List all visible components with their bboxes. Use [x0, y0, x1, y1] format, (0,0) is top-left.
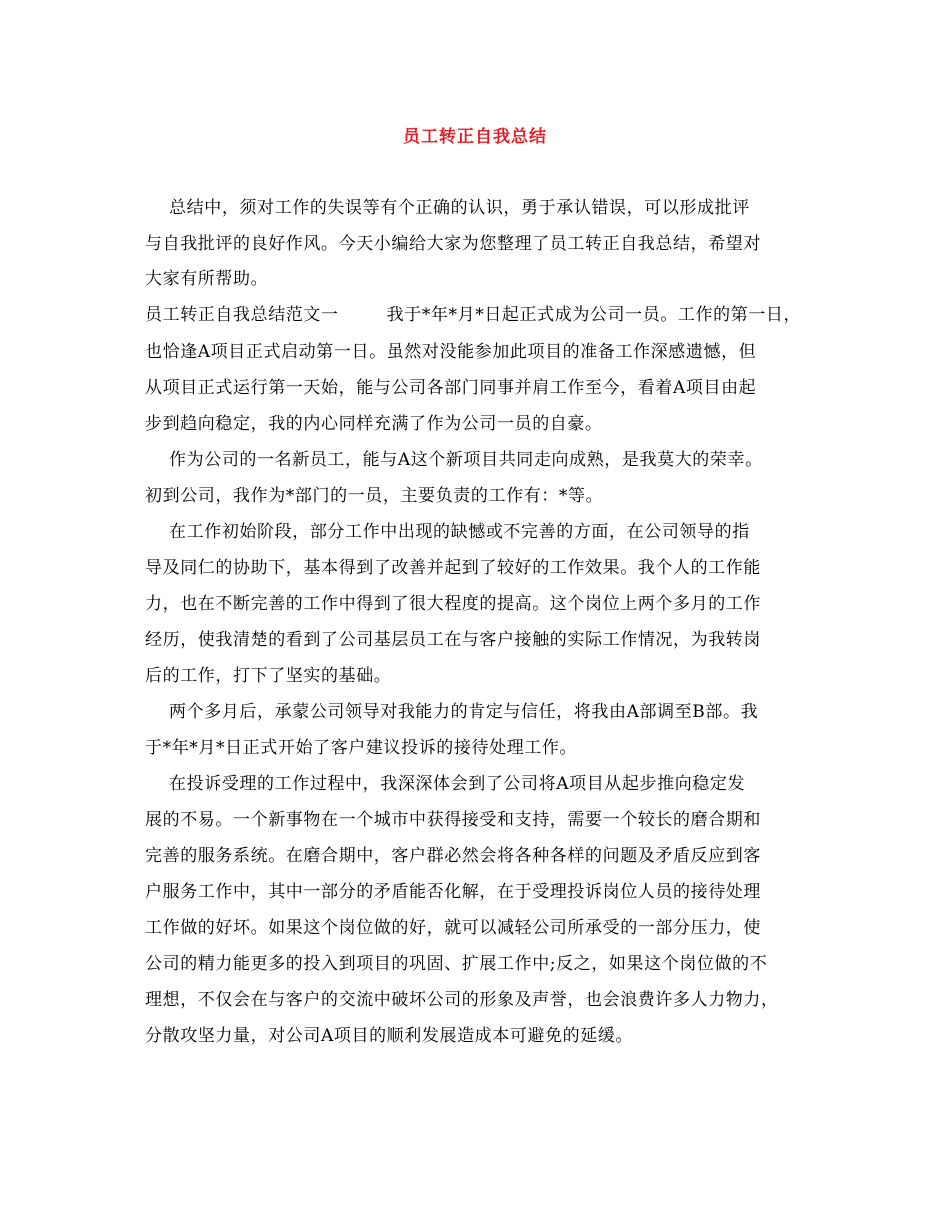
text-line: 两个多月后，承蒙公司领导对我能力的肯定与信任，将我由A部调至B部。我 — [145, 702, 759, 722]
text-line: 工作做的好坏。如果这个岗位做的好，就可以减轻公司所承受的一部分压力，使 — [145, 918, 761, 938]
text-line: 分散攻坚力量，对公司A项目的顺利发展造成本可避免的延缓。 — [145, 1026, 634, 1046]
text-line: 初到公司，我作为*部门的一员，主要负责的工作有：*等。 — [145, 486, 604, 506]
text-line: 大家有所帮助。 — [145, 269, 269, 289]
document-title: 员工转正自我总结 — [403, 127, 547, 147]
text-line: 作为公司的一名新员工，能与A这个新项目共同走向成熟，是我莫大的荣幸。 — [145, 450, 763, 470]
text-line: 总结中，须对工作的失误等有个正确的认识，勇于承认错误，可以形成批评 — [145, 198, 750, 218]
text-line: 公司的精力能更多的投入到项目的巩固、扩展工作中;反之，如果这个岗位做的不 — [145, 954, 768, 974]
text-line: 也恰逢A项目正式启动第一日。虽然对没能参加此项目的准备工作深感遗憾，但 — [145, 342, 757, 362]
text-line: 力，也在不断完善的工作中得到了很大程度的提高。这个岗位上两个多月的工作 — [145, 594, 761, 614]
text-line: 于*年*月*日正式开始了客户建议投诉的接待处理工作。 — [145, 738, 578, 758]
text-line: 在投诉受理的工作过程中，我深深体会到了公司将A项目从起步推向稳定发 — [145, 774, 746, 794]
text-line: 从项目正式运行第一天始，能与公司各部门同事并肩工作至今，看着A项目由起 — [145, 378, 757, 398]
text-line: 步到趋向稳定，我的内心同样充满了作为公司一员的自豪。 — [145, 414, 603, 434]
text-line: 员工转正自我总结范文一 我于*年*月*日起正式成为公司一员。工作的第一日， — [145, 305, 802, 325]
text-line: 经历，使我清楚的看到了公司基层员工在与客户接触的实际工作情况，为我转岗 — [145, 630, 761, 650]
text-line: 完善的服务系统。在磨合期中，客户群必然会将各种各样的问题及矛盾反应到客 — [145, 846, 761, 866]
text-line: 理想，不仅会在与客户的交流中破坏公司的形象及声誉，也会浪费许多人力物力， — [145, 990, 779, 1010]
text-line: 导及同仁的协助下，基本得到了改善并起到了较好的工作效果。我个人的工作能 — [145, 558, 761, 578]
text-line: 在工作初始阶段，部分工作中出现的缺憾或不完善的方面，在公司领导的指 — [145, 522, 750, 542]
text-line: 展的不易。一个新事物在一个城市中获得接受和支持，需要一个较长的磨合期和 — [145, 810, 761, 830]
text-line: 与自我批评的良好作风。今天小编给大家为您整理了员工转正自我总结，希望对 — [145, 234, 761, 254]
text-line: 后的工作，打下了坚实的基础。 — [145, 666, 392, 686]
text-line: 户服务工作中，其中一部分的矛盾能否化解，在于受理投诉岗位人员的接待处理 — [145, 882, 761, 902]
